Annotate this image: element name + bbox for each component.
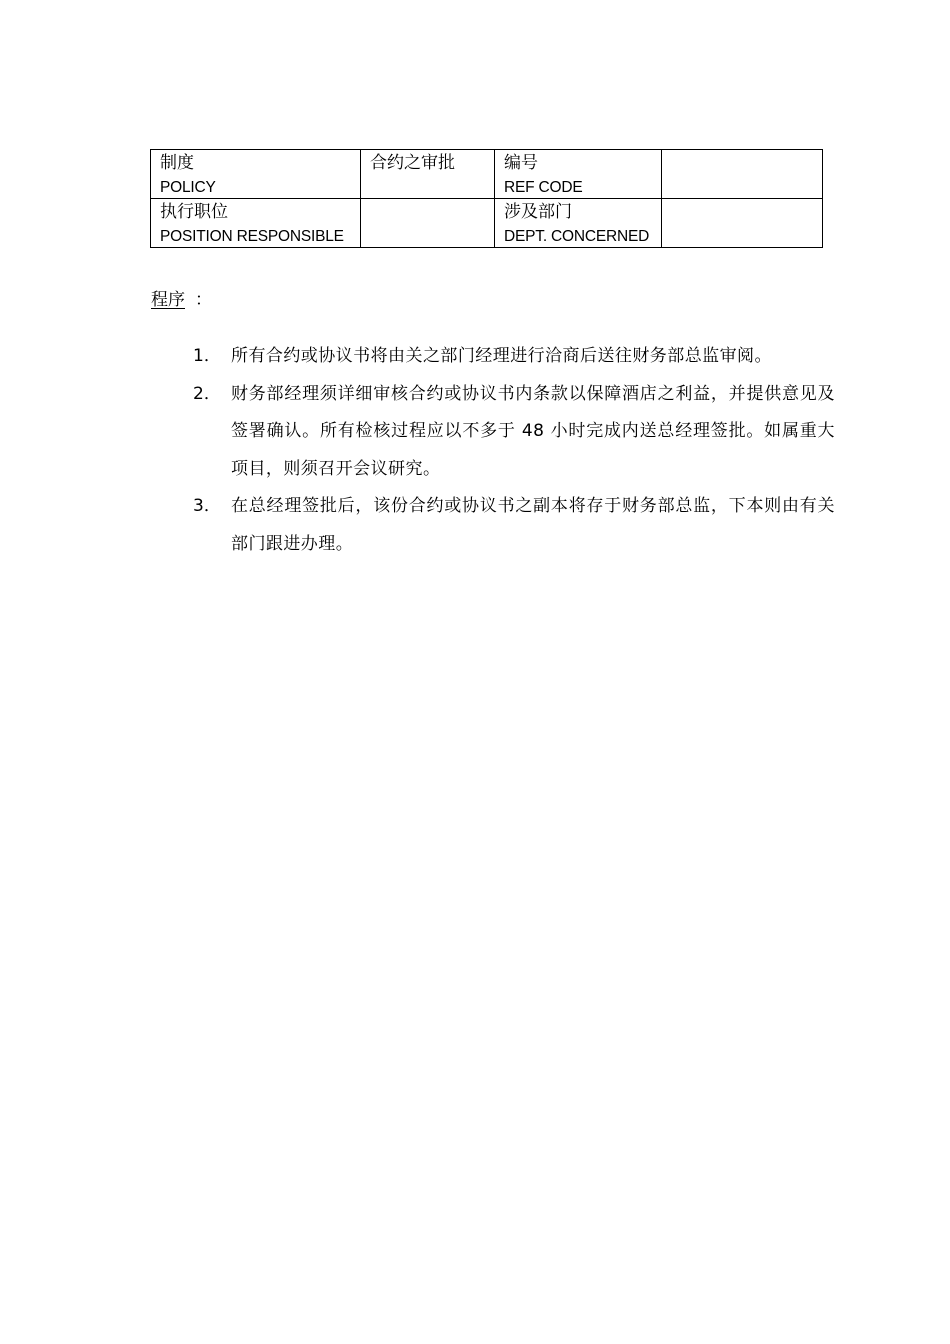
- procedure-heading-text: 程序: [151, 290, 185, 310]
- step-number: 2．: [193, 383, 221, 404]
- policy-header-table: [150, 149, 823, 248]
- policy-label-en: POLICY: [160, 179, 216, 196]
- position-label-en: POSITION RESPONSIBLE: [160, 228, 344, 245]
- dept-value-cell: [662, 199, 823, 248]
- dept-label-cn: 涉及部门: [504, 202, 572, 222]
- dept-label-en: DEPT. CONCERNED: [504, 228, 650, 245]
- step-number: 3．: [193, 496, 221, 516]
- step-text: 财务部经理须详细审核合约或协议书内条款以保障酒店之利益，并提供意见及签署确认。所有检核过程应以不多于 48 小时完成内送总经理签批。如属重大项目，则须召开会议研究。: [231, 383, 835, 479]
- table-row: [151, 150, 823, 199]
- list-item: [190, 376, 835, 489]
- policy-value: 合约之审批: [370, 153, 455, 173]
- procedure-heading: [151, 288, 212, 312]
- policy-label-cn: 制度: [160, 153, 194, 173]
- position-label-cn: 执行职位: [160, 202, 228, 222]
- list-item: [190, 338, 835, 376]
- step-text: 所有合约或协议书将由关之部门经理进行洽商后送往财务部总监审阅。: [231, 346, 772, 366]
- ref-code-label-cell: [495, 150, 662, 199]
- ref-code-label-en: REF CODE: [504, 179, 583, 196]
- dept-label-cell: [495, 199, 662, 248]
- position-label-cell: [151, 199, 361, 248]
- policy-label-cell: [151, 150, 361, 199]
- policy-value-cell: [361, 150, 495, 199]
- procedure-steps-list: [190, 338, 835, 563]
- step-text: 在总经理签批后，该份合约或协议书之副本将存于财务部总监，下本则由有关部门跟进办理。: [231, 496, 835, 554]
- position-value-cell: [361, 199, 495, 248]
- ref-code-label-cn: 编号: [504, 153, 538, 173]
- step-number: 1．: [193, 346, 221, 366]
- ref-code-value-cell: [662, 150, 823, 199]
- procedure-heading-colon: ：: [195, 290, 212, 310]
- list-item: [190, 488, 835, 563]
- table-row: [151, 199, 823, 248]
